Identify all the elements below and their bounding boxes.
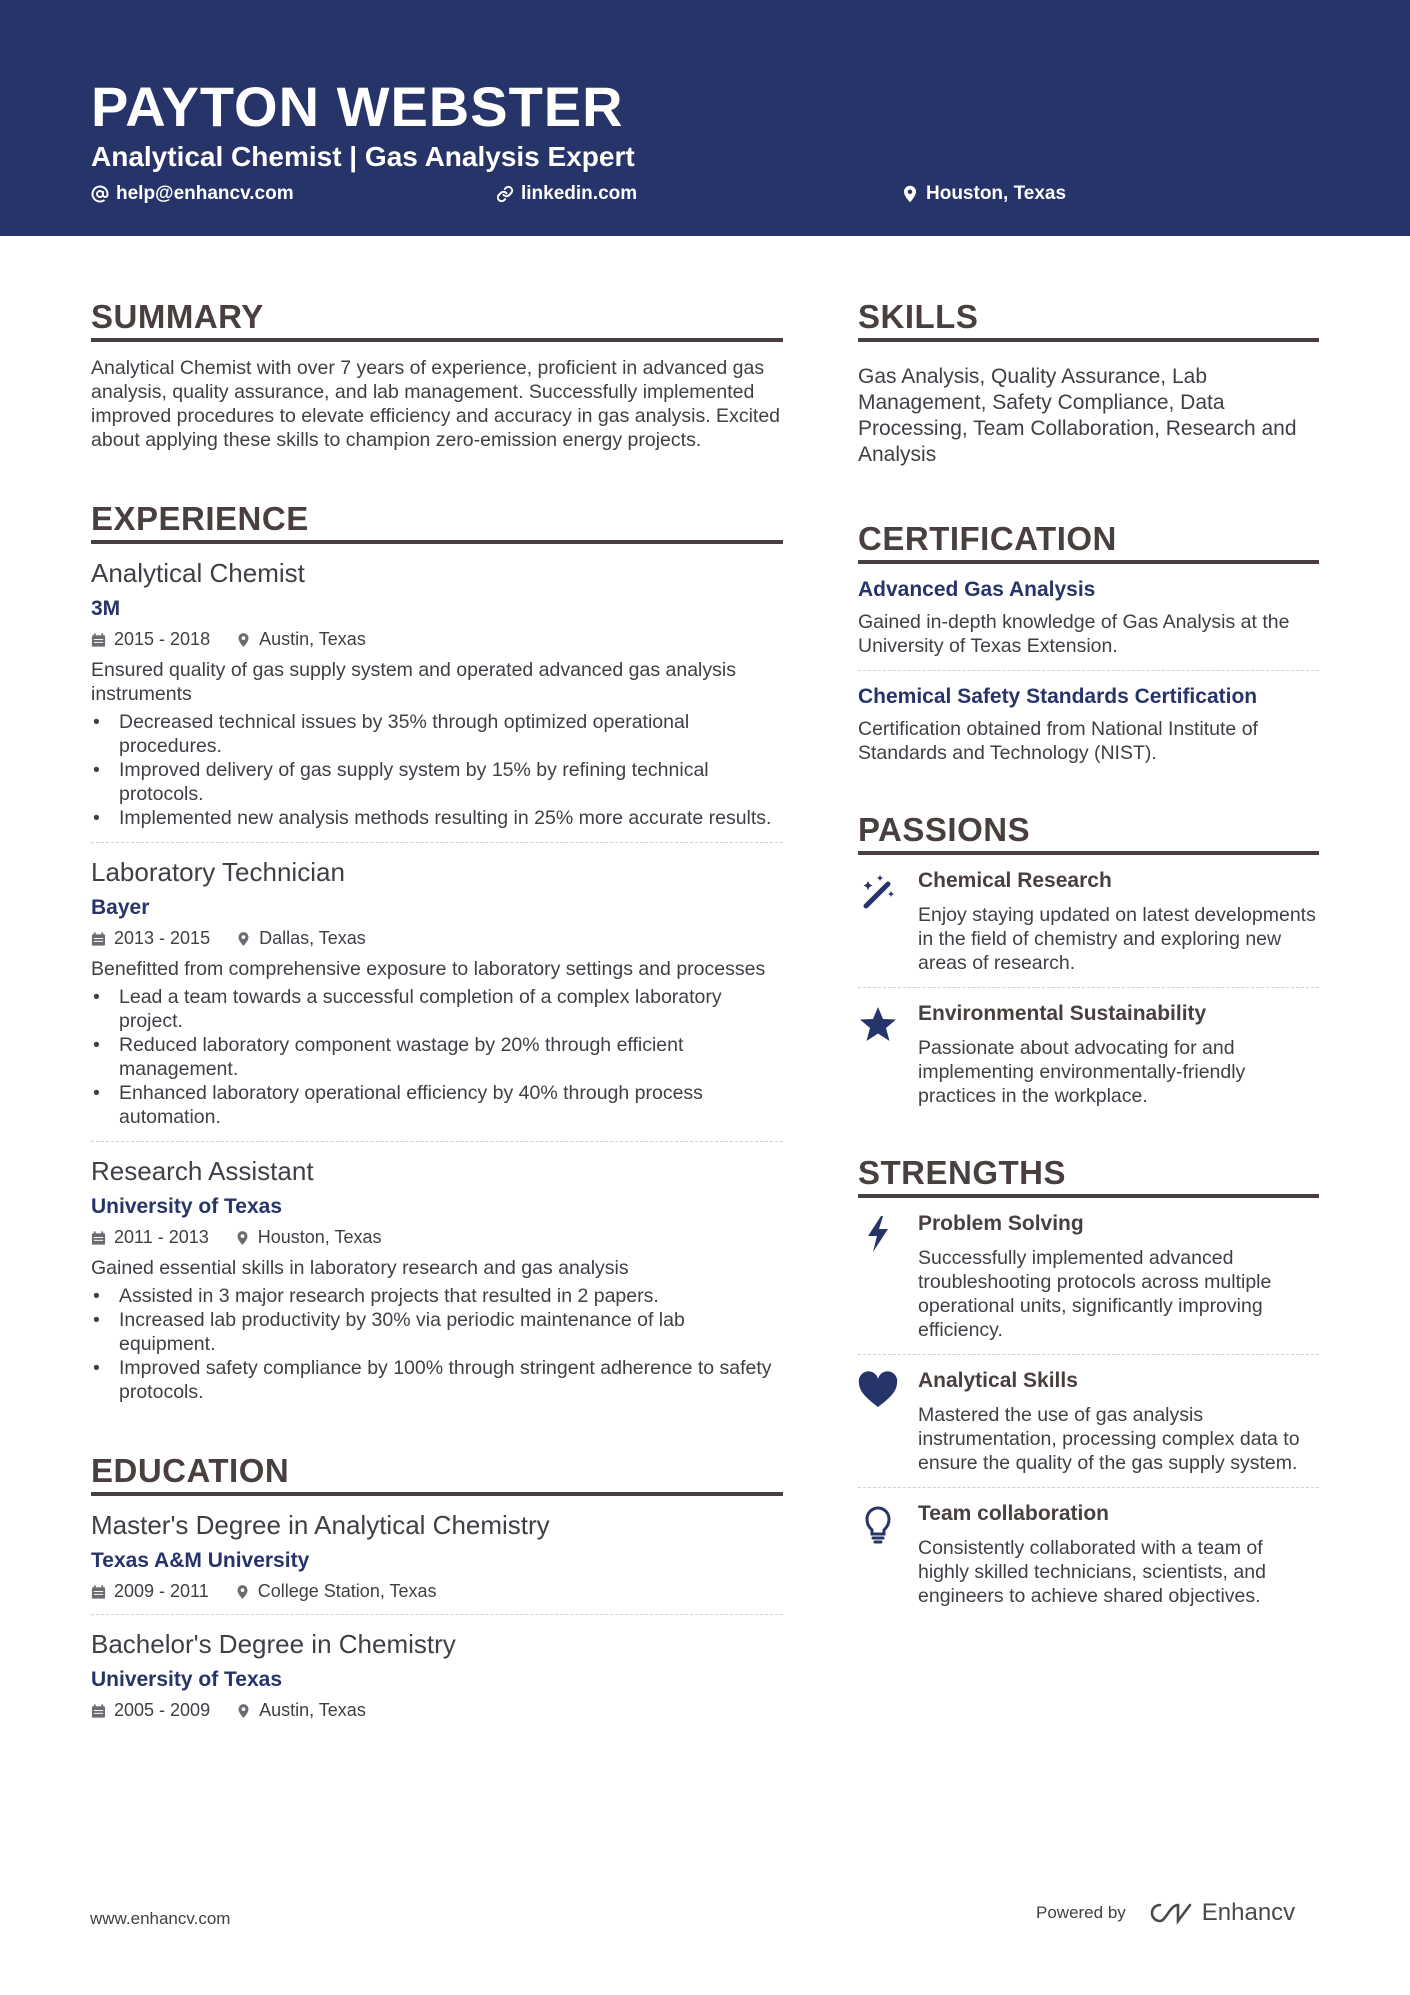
company-name: 3M [91, 597, 121, 620]
strength-item [858, 1369, 1319, 1475]
job-dates: 2015 - 2018 [114, 629, 211, 649]
powered-by-text: Powered by [1036, 1903, 1126, 1922]
candidate-name: PAYTON WEBSTER [91, 75, 624, 138]
strength-item [858, 1212, 1319, 1342]
location-contact [901, 183, 1066, 205]
bullet-item: • Increased lab productivity by 30% via periodic maintenance of lab equipment. [91, 1308, 783, 1356]
strength-description: Successfully implemented advanced troubleshooting protocols across multiple operational units, significantly improving efficiency. [918, 1247, 1272, 1341]
company-name: Bayer [91, 896, 150, 919]
header-banner [0, 0, 1410, 236]
bullet-item: • Enhanced laboratory operational efficiency by 40% through process automation. [91, 1081, 783, 1129]
bullet-item: • Assisted in 3 major research projects that resulted in 2 papers. [91, 1284, 783, 1308]
passion-description: Passionate about advocating for and implementing environmentally-friendly practices in the workplace. [918, 1037, 1246, 1107]
certification-description: Certification obtained from National Institute of Standards and Technology (NIST). [858, 718, 1258, 764]
calendar-icon [91, 1584, 106, 1600]
link-icon [496, 185, 514, 203]
email-contact[interactable] [91, 183, 294, 205]
linkedin-text[interactable]: linkedin.com [521, 183, 638, 204]
bullet-item: • Improved safety compliance by 100% through stringent adherence to safety protocols. [91, 1356, 783, 1404]
job-title: Research Assistant [91, 1156, 314, 1186]
job-location: Dallas, Texas [259, 928, 366, 948]
location-pin-icon [235, 1230, 250, 1246]
divider [858, 670, 1319, 671]
candidate-title: Analytical Chemist | Gas Analysis Expert [91, 141, 635, 172]
education-dates: 2005 - 2009 [114, 1700, 211, 1720]
location-pin-icon [236, 632, 251, 648]
experience-heading: EXPERIENCE [91, 500, 783, 544]
job-location: Austin, Texas [259, 629, 366, 649]
job-dates: 2013 - 2015 [114, 928, 211, 948]
enhancv-logo[interactable] [1148, 1899, 1295, 1927]
strength-title: Team collaboration [918, 1502, 1109, 1525]
job-meta [91, 629, 783, 650]
passion-title: Environmental Sustainability [918, 1002, 1207, 1025]
job-meta [91, 1227, 783, 1248]
strengths-heading: STRENGTHS [858, 1154, 1319, 1198]
brand-name: Enhancv [1201, 1899, 1296, 1926]
education-dates: 2009 - 2011 [114, 1581, 209, 1601]
passion-item [858, 869, 1319, 975]
education-location: Austin, Texas [259, 1700, 366, 1720]
certification-name: Chemical Safety Standards Certification [858, 685, 1258, 708]
certification-heading: CERTIFICATION [858, 520, 1319, 564]
job-title: Analytical Chemist [91, 558, 305, 588]
job-description: Ensured quality of gas supply system and operated advanced gas analysis instruments [91, 659, 736, 705]
email-text[interactable]: help@enhancv.com [116, 183, 294, 204]
strength-description: Mastered the use of gas analysis instrumentation, processing complex data to ensure the quality of the gas supply system. [918, 1404, 1300, 1474]
school-name: University of Texas [91, 1668, 283, 1691]
certification-name: Advanced Gas Analysis [858, 578, 1096, 601]
strength-title: Problem Solving [918, 1212, 1084, 1235]
job-bullets [91, 1284, 783, 1404]
enhancv-logo-icon [1148, 1901, 1194, 1925]
strength-title: Analytical Skills [918, 1369, 1078, 1392]
education-meta [91, 1700, 783, 1721]
bullet-item: • Lead a team towards a successful completion of a complex laboratory project. [91, 985, 783, 1033]
footer-branding [1036, 1899, 1295, 1927]
location-pin-icon [236, 1703, 251, 1719]
bullet-item: • Improved delivery of gas supply system by 15% by refining technical protocols. [91, 758, 783, 806]
certification-entry [858, 685, 1319, 765]
location-pin-icon [901, 185, 919, 203]
job-description: Gained essential skills in laboratory research and gas analysis [91, 1257, 629, 1279]
skills-text: Gas Analysis, Quality Assurance, Lab Management, Safety Compliance, Data Processing, Team Collaboration, Research and Analysis [858, 365, 1297, 466]
left-column [91, 298, 783, 1721]
school-name: Texas A&M University [91, 1549, 310, 1572]
company-name: University of Texas [91, 1195, 283, 1218]
education-meta [91, 1581, 783, 1602]
passion-description: Enjoy staying updated on latest developments in the field of chemistry and exploring new areas of research. [918, 904, 1316, 974]
heart-icon [858, 1371, 898, 1411]
job-title: Laboratory Technician [91, 857, 345, 887]
passions-heading: PASSIONS [858, 811, 1319, 855]
passion-title: Chemical Research [918, 869, 1112, 892]
at-icon [91, 185, 109, 203]
location-text: Houston, Texas [926, 183, 1067, 204]
linkedin-contact[interactable] [496, 183, 637, 205]
job-dates: 2011 - 2013 [114, 1227, 209, 1247]
passion-item [858, 1002, 1319, 1108]
divider [91, 842, 783, 843]
divider [858, 987, 1319, 988]
job-bullets [91, 985, 783, 1129]
calendar-icon [91, 1230, 106, 1246]
calendar-icon [91, 632, 106, 648]
calendar-icon [91, 1703, 106, 1719]
bullet-item: • Decreased technical issues by 35% through optimized operational procedures. [91, 710, 783, 758]
summary-text: Analytical Chemist with over 7 years of experience, proficient in advanced gas analysis, quality assurance, and lab management. Successfully implemented improved procedures to elevate efficiency and accuracy in gas analysis. Excited about applying these skills to champion zero-emission energy projects. [91, 357, 781, 451]
divider [858, 1354, 1319, 1355]
magic-wand-icon [858, 871, 898, 911]
location-pin-icon [236, 931, 251, 947]
star-icon [858, 1004, 898, 1044]
degree-title: Bachelor's Degree in Chemistry [91, 1629, 456, 1659]
education-entry [91, 1510, 783, 1602]
lightning-icon [858, 1214, 898, 1254]
calendar-icon [91, 931, 106, 947]
certification-description: Gained in-depth knowledge of Gas Analysis at the University of Texas Extension. [858, 611, 1290, 657]
job-location: Houston, Texas [257, 1227, 382, 1247]
experience-entry [91, 558, 783, 830]
footer-website[interactable]: www.enhancv.com [90, 1909, 231, 1928]
bullet-item: • Implemented new analysis methods resulting in 25% more accurate results. [91, 806, 783, 830]
strength-description: Consistently collaborated with a team of highly skilled technicians, scientists, and engineers to achieve shared objectives. [918, 1537, 1266, 1607]
education-location: College Station, Texas [257, 1581, 437, 1601]
job-description: Benefitted from comprehensive exposure to laboratory settings and processes [91, 958, 766, 980]
job-meta [91, 928, 783, 949]
right-column [858, 298, 1319, 1608]
experience-entry [91, 857, 783, 1129]
education-entry [91, 1629, 783, 1721]
experience-entry [91, 1156, 783, 1404]
job-bullets [91, 710, 783, 830]
strength-item [858, 1502, 1319, 1608]
summary-heading: SUMMARY [91, 298, 783, 342]
certification-entry [858, 578, 1319, 658]
divider [91, 1141, 783, 1142]
divider [91, 1614, 783, 1615]
degree-title: Master's Degree in Analytical Chemistry [91, 1510, 550, 1540]
bullet-item: • Reduced laboratory component wastage by 20% through efficient management. [91, 1033, 783, 1081]
location-pin-icon [235, 1584, 250, 1600]
education-heading: EDUCATION [91, 1452, 783, 1496]
skills-heading: SKILLS [858, 298, 1319, 342]
lightbulb-icon [858, 1504, 898, 1544]
divider [858, 1487, 1319, 1488]
